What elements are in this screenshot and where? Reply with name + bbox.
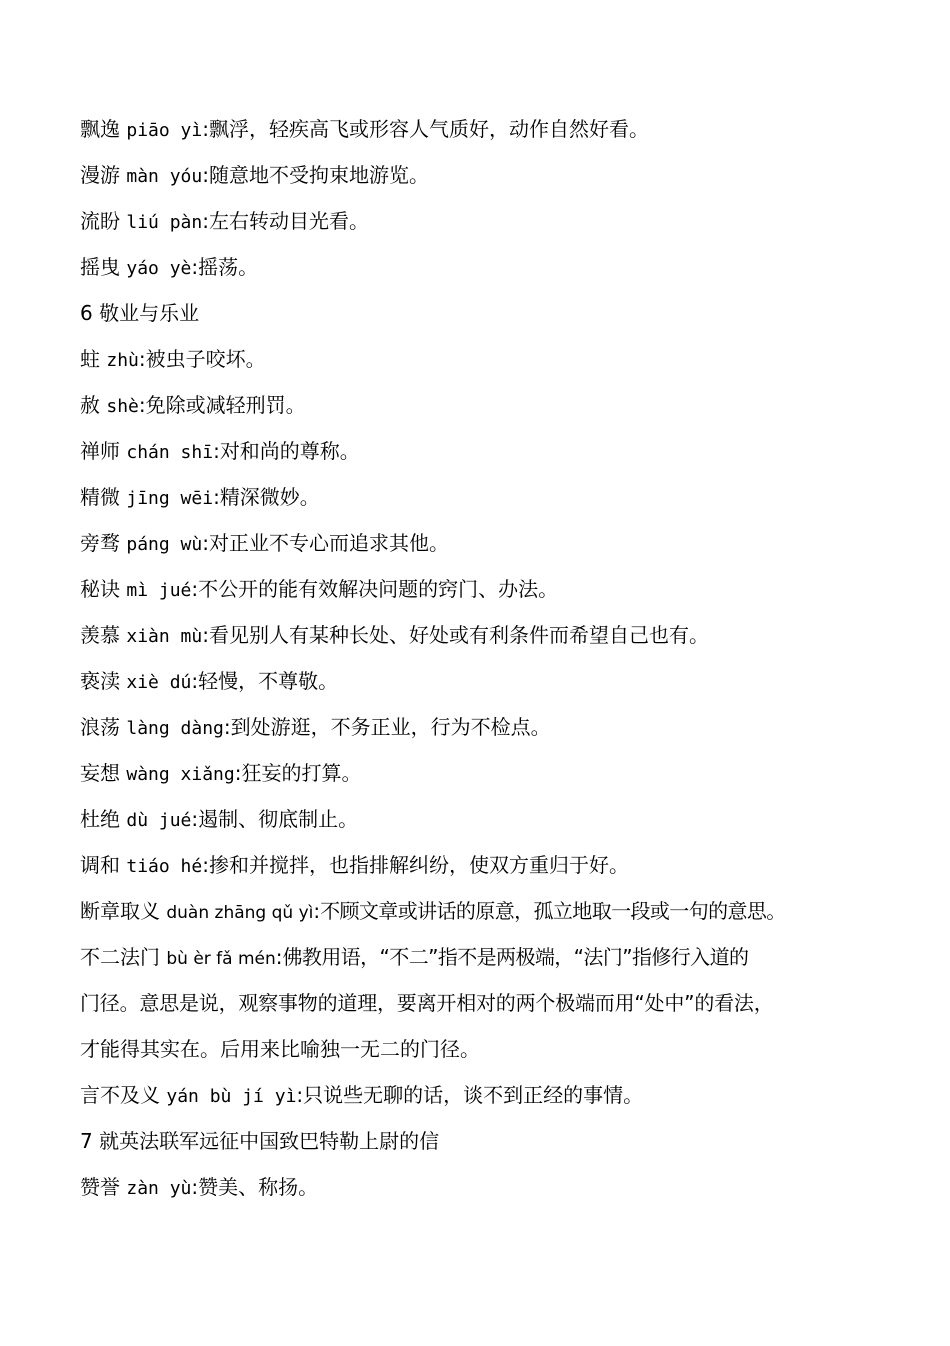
vocab-pinyin: yán bù jí yì [166,1086,297,1107]
vocab-pinyin: dù jué [126,810,192,831]
vocab-term: 调和 [80,853,120,877]
vocab-entry: 言不及义 yán bù jí yì:只说些无聊的话，谈不到正经的事情。 [80,1083,644,1107]
vocab-pinyin: jīng wēi [126,488,214,509]
vocab-entry: 飘逸 piāo yì:飘浮，轻疾高飞或形容人气质好，动作自然好看。 [80,117,649,141]
vocab-term: 杜绝 [80,807,120,831]
vocab-definition: 看见别人有某种长处、好处或有利条件而希望自己也有。 [208,623,709,647]
vocab-term: 妄想 [80,761,120,785]
vocab-term: 蛀 [80,347,100,371]
vocab-pinyin: tiáo hé [126,856,203,877]
vocab-term: 流盼 [80,209,120,233]
vocab-definition: 只说些无聊的话，谈不到正经的事情。 [303,1083,644,1107]
vocab-definition: 随意地不受拘束地游览。 [208,163,429,187]
vocab-entry: 赞誉 zàn yù:赞美、称扬。 [80,1175,319,1199]
vocab-pinyin: zhù [106,350,139,371]
vocab-term: 摇曳 [80,255,120,279]
vocab-pinyin: yáo yè [126,258,192,279]
vocab-definition: 轻慢，不尊敬。 [198,669,339,693]
vocab-pinyin: wàng xiǎng [126,764,235,785]
vocab-entry: 浪荡 làng dàng:到处游逛，不务正业，行为不检点。 [80,715,551,739]
vocab-pinyin: bù èr fǎ mén [166,949,276,969]
vocab-definition: 遏制、彻底制止。 [198,807,359,831]
vocab-term: 断章取义 [80,899,160,923]
vocab-entry: 秘诀 mì jué:不公开的能有效解决问题的窍门、办法。 [80,577,559,601]
vocab-entry: 漫游 màn yóu:随意地不受拘束地游览。 [80,163,429,187]
vocab-entry: 亵渎 xiè dú:轻慢，不尊敬。 [80,669,339,693]
vocab-entry: 禅师 chán shī:对和尚的尊称。 [80,439,360,463]
vocab-pinyin: duàn zhāng qǔ yì [166,903,314,923]
vocab-pinyin: shè [106,396,139,417]
definition-continuation: 才能得其实在。后用来比喻独一无二的门径。 [80,1037,480,1061]
vocab-definition: 对正业不专心而追求其他。 [208,531,449,555]
section-heading: 7 就英法联军远征中国致巴特勒上尉的信 [80,1129,440,1153]
vocab-pinyin: liú pàn [126,212,203,233]
vocab-pinyin: xiàn mù [126,626,203,647]
vocab-entry: 摇曳 yáo yè:摇荡。 [80,255,259,279]
vocab-entry: 妄想 wàng xiǎng:狂妄的打算。 [80,761,362,785]
vocab-pinyin: piāo yì [126,120,203,141]
vocab-definition: 精深微妙。 [219,485,320,509]
vocab-term: 赦 [80,393,100,417]
vocab-definition: 佛教用语，“不二”指不是两极端，“法门”指修行入道的 [282,945,749,969]
vocab-definition: 到处游逛，不务正业，行为不检点。 [230,715,551,739]
vocab-term: 飘逸 [80,117,120,141]
vocab-entry: 赦 shè:免除或减轻刑罚。 [80,393,306,417]
vocab-term: 漫游 [80,163,120,187]
vocab-entry: 杜绝 dù jué:遏制、彻底制止。 [80,807,359,831]
vocab-term: 亵渎 [80,669,120,693]
vocab-term: 赞誉 [80,1175,120,1199]
vocab-entry: 羡慕 xiàn mù:看见别人有某种长处、好处或有利条件而希望自己也有。 [80,623,709,647]
vocab-entry: 调和 tiáo hé:掺和并搅拌，也指排解纠纷，使双方重归于好。 [80,853,629,877]
vocab-pinyin: màn yóu [126,166,203,187]
vocab-definition: 对和尚的尊称。 [219,439,360,463]
vocab-definition: 不公开的能有效解决问题的窍门、办法。 [198,577,559,601]
vocab-definition: 免除或减轻刑罚。 [145,393,306,417]
vocab-pinyin: mì jué [126,580,192,601]
vocab-definition: 掺和并搅拌，也指排解纠纷，使双方重归于好。 [208,853,629,877]
vocab-definition: 飘浮，轻疾高飞或形容人气质好，动作自然好看。 [208,117,649,141]
vocab-definition: 狂妄的打算。 [241,761,362,785]
section-heading: 6 敬业与乐业 [80,301,200,325]
vocab-definition: 左右转动目光看。 [208,209,369,233]
vocab-entry: 不二法门 bù èr fǎ mén:佛教用语，“不二”指不是两极端，“法门”指修行入道的 [80,945,749,969]
definition-continuation: 门径。意思是说，观察事物的道理，要离开相对的两个极端而用“处中”的看法， [80,991,774,1015]
vocab-term: 旁骛 [80,531,120,555]
vocab-entry: 蛀 zhù:被虫子咬坏。 [80,347,266,371]
vocab-term: 不二法门 [80,945,160,969]
vocab-definition: 赞美、称扬。 [198,1175,319,1199]
vocab-entry: 流盼 liú pàn:左右转动目光看。 [80,209,369,233]
vocab-definition: 被虫子咬坏。 [145,347,266,371]
vocab-entry: 断章取义 duàn zhāng qǔ yì:不顾文章或讲话的原意，孤立地取一段或一句的意思。 [80,899,786,923]
vocab-pinyin: xiè dú [126,672,192,693]
vocab-pinyin: làng dàng [126,718,224,739]
vocab-term: 禅师 [80,439,120,463]
vocab-entry: 旁骛 páng wù:对正业不专心而追求其他。 [80,531,449,555]
vocab-term: 言不及义 [80,1083,160,1107]
vocab-term: 精微 [80,485,120,509]
vocab-definition: 不顾文章或讲话的原意，孤立地取一段或一句的意思。 [320,899,786,923]
vocab-entry: 精微 jīng wēi:精深微妙。 [80,485,320,509]
document-page [80,106,880,1210]
vocab-pinyin: zàn yù [126,1178,192,1199]
vocab-term: 羡慕 [80,623,120,647]
vocab-term: 秘诀 [80,577,120,601]
vocab-pinyin: páng wù [126,534,203,555]
vocab-pinyin: chán shī [126,442,214,463]
vocab-term: 浪荡 [80,715,120,739]
vocab-definition: 摇荡。 [198,255,259,279]
